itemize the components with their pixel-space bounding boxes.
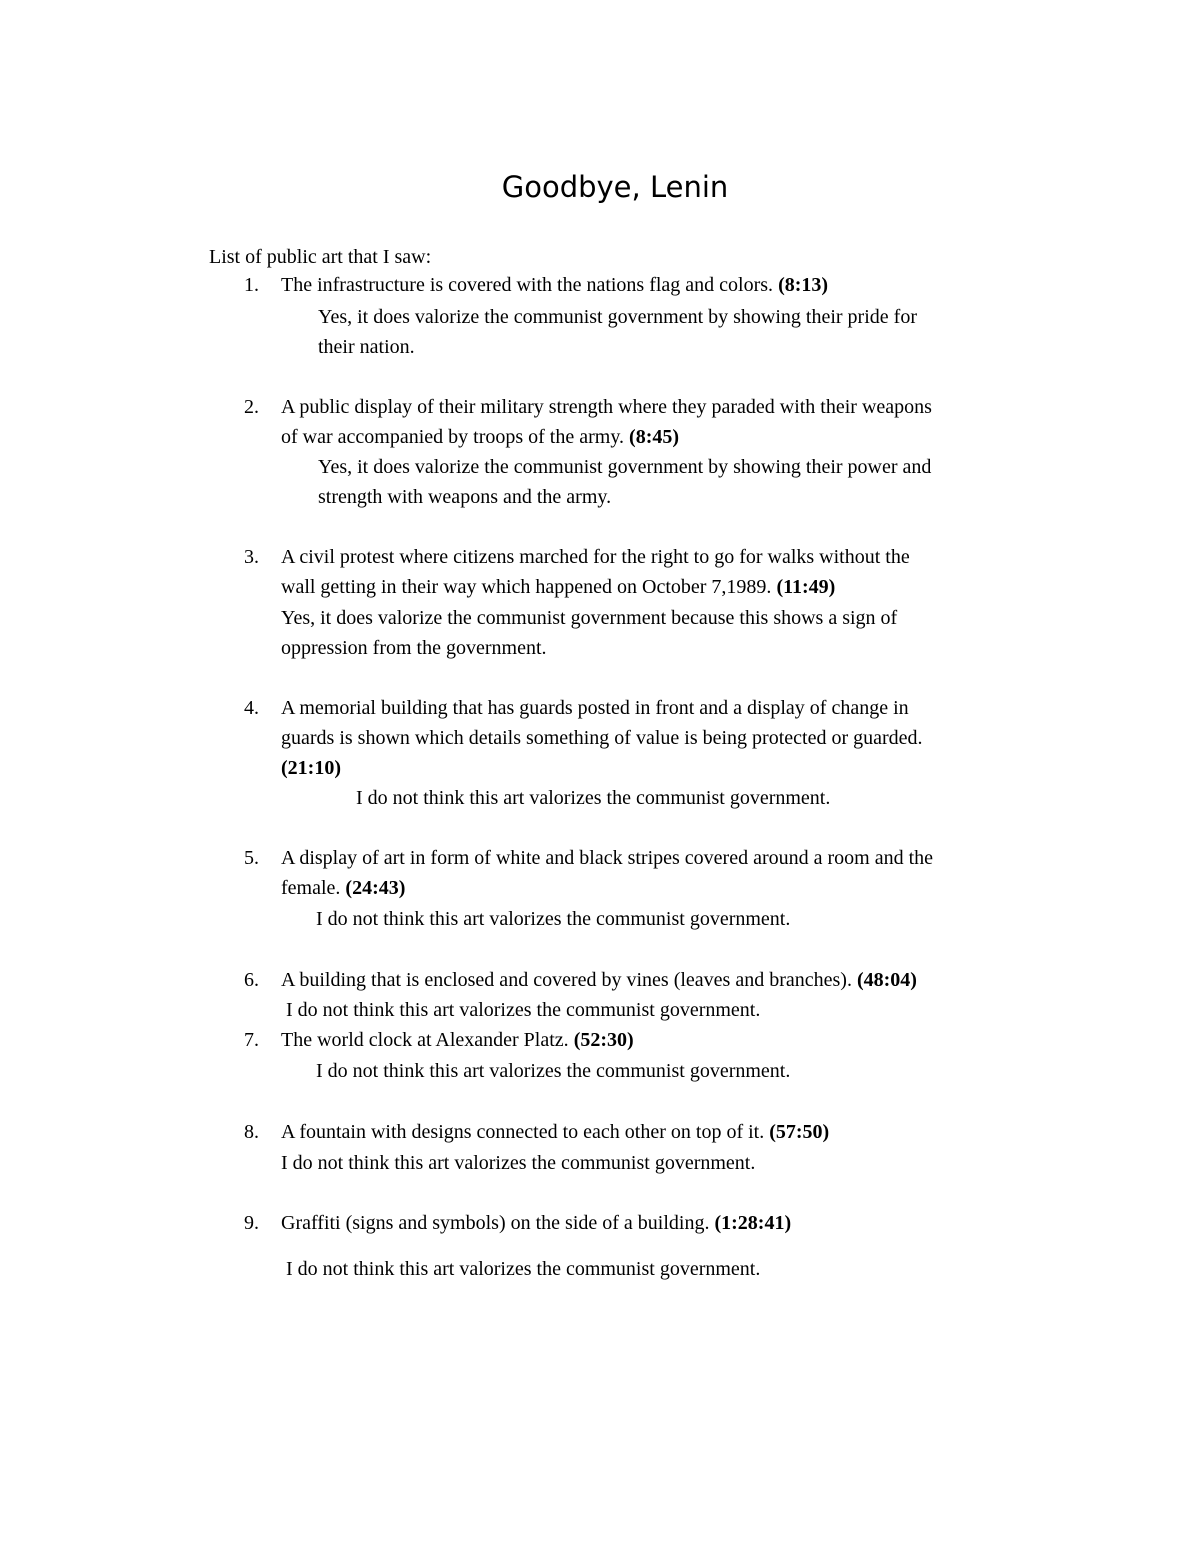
item-response-line: I do not think this art valorizes the communist government. (316, 908, 791, 930)
item-number: 7. (244, 1029, 259, 1051)
item-text-line: A display of art in form of white and black stripes covered around a room and the (281, 847, 934, 869)
item-timestamp: (21:10) (281, 757, 341, 779)
item-timestamp: (11:49) (776, 576, 836, 598)
item-number: 8. (244, 1121, 259, 1143)
item-timestamp: (52:30) (573, 1029, 634, 1051)
item-text-line: of war accompanied by troops of the army. (8:45) (281, 426, 680, 448)
item-text-line: The infrastructure is covered with the nations flag and colors. (8:13) (281, 274, 829, 296)
item-text-line: Graffiti (signs and symbols) on the side of a building. (1:28:41) (281, 1212, 792, 1234)
item-timestamp: (48:04) (856, 969, 917, 991)
item-text-line: guards is shown which details something of value is being protected or guarded. (281, 727, 923, 749)
item-response-line: I do not think this art valorizes the communist government. (316, 1060, 791, 1082)
item-number: 4. (244, 697, 259, 719)
item-response-line: their nation. (318, 336, 415, 358)
item-timestamp: (8:45) (629, 426, 680, 448)
item-text-line: A memorial building that has guards posted in front and a display of change in (281, 697, 909, 719)
item-number: 5. (244, 847, 259, 869)
item-number: 2. (244, 396, 259, 418)
item-text-line: The world clock at Alexander Platz. (52:30) (281, 1029, 634, 1051)
item-response-line: Yes, it does valorize the communist government by showing their power and (318, 456, 932, 478)
item-timestamp: (8:13) (778, 274, 829, 296)
item-response-line: I do not think this art valorizes the communist government. (356, 787, 831, 809)
item-text-line: female. (24:43) (281, 877, 406, 899)
item-response-line: I do not think this art valorizes the communist government. (286, 1258, 761, 1280)
item-timestamp: (1:28:41) (714, 1212, 792, 1234)
item-response-line: Yes, it does valorize the communist government by showing their pride for (318, 306, 917, 328)
item-number: 3. (244, 546, 259, 568)
item-timestamp: (24:43) (345, 877, 406, 899)
item-response-line: Yes, it does valorize the communist government because this shows a sign of (281, 607, 898, 629)
intro-line: List of public art that I saw: (209, 246, 432, 268)
item-number: 6. (244, 969, 259, 991)
document-title: Goodbye, Lenin (501, 170, 729, 204)
item-text-line: A civil protest where citizens marched for the right to go for walks without the (281, 546, 910, 568)
item-text-line: A public display of their military strength where they paraded with their weapons (281, 396, 932, 418)
item-text-line: A fountain with designs connected to each other on top of it. (57:50) (281, 1121, 830, 1143)
item-timestamp: (57:50) (769, 1121, 830, 1143)
item-response-line: I do not think this art valorizes the communist government. (281, 1152, 756, 1174)
item-response-line: oppression from the government. (281, 637, 547, 659)
item-number: 1. (244, 274, 259, 296)
item-text-line: A building that is enclosed and covered by vines (leaves and branches). (48:04) (281, 969, 917, 991)
item-response-line: I do not think this art valorizes the communist government. (286, 999, 761, 1021)
item-text-line: wall getting in their way which happened on October 7,1989. (11:49) (281, 576, 836, 598)
item-number: 9. (244, 1212, 259, 1234)
item-response-line: strength with weapons and the army. (318, 486, 612, 508)
